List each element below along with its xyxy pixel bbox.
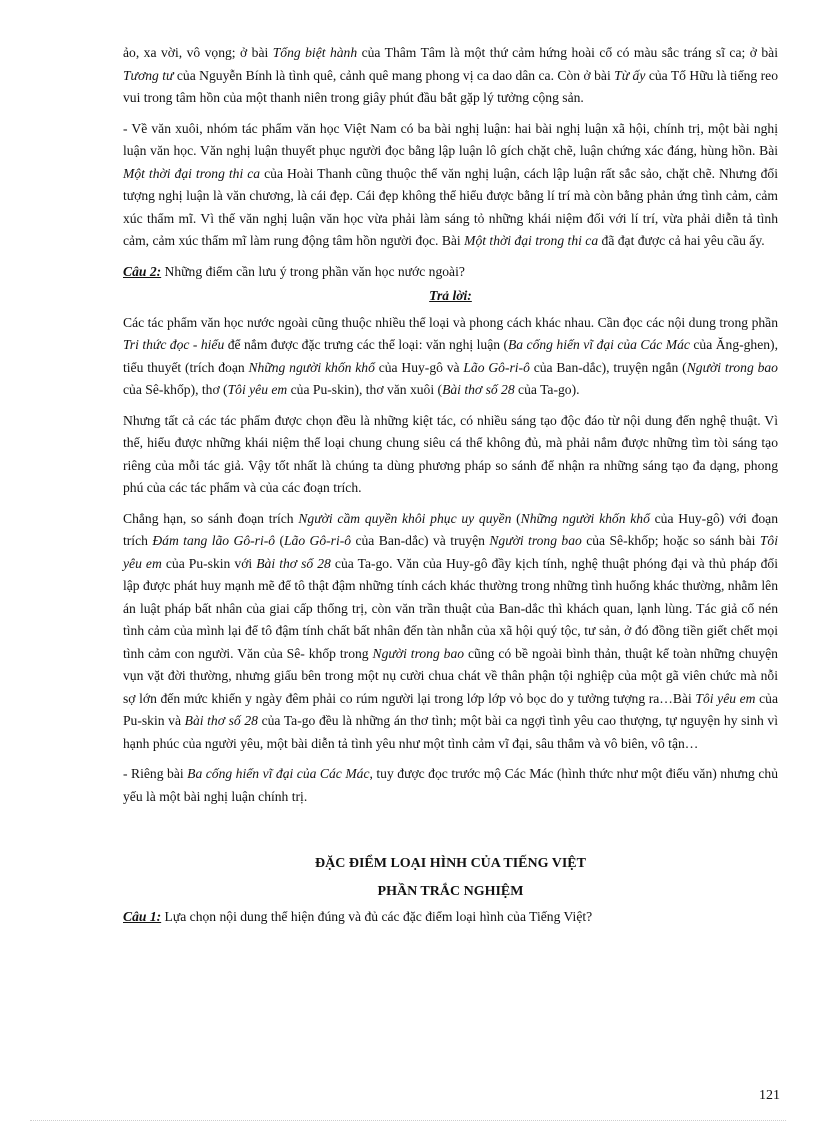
paragraph-foreign-genres xyxy=(123,312,778,402)
text-run: của Ta-go đều là những án thơ tình; một bài ca ngợi tình yêu cao thượng, tự nguyện hy sinh vì hạnh phúc của người yêu, một bài diễn tả tình yêu như một tình cảm vĩ đại, sâu thẳm và vô biên, vô tận… xyxy=(123,713,778,751)
question-text: Lựa chọn nội dung thể hiện đúng và đủ các đặc điểm loại hình của Tiếng Việt? xyxy=(161,909,593,924)
italic-title: Một thời đại trong thi ca xyxy=(123,165,261,181)
text-run: của Tố Hữu là tiếng reo vui trong tâm hồn của một thanh niên trong giây phút đầu bắt gặp lý tưởng cộng sản. xyxy=(123,67,778,105)
answer-heading: Trả lời: xyxy=(429,288,472,303)
text-run: - Riêng bài xyxy=(123,766,188,781)
section-title: ĐẶC ĐIỂM LOẠI HÌNH CỦA TIẾNG VIỆT xyxy=(315,856,586,871)
question-2 xyxy=(123,261,778,284)
italic-title: Ba cống hiến vĩ đại của Các Mác xyxy=(187,766,370,781)
question-label: Câu 1: xyxy=(123,909,162,924)
text-run: của Ta-go. Văn của Huy-gô đầy kịch tính, nghệ thuật phóng đại và thủ pháp đối lập được phát huy mạnh mẽ để tô thật đậm những tính cách khác thường trong những tình huống khác thường, nhằm lên án luật pháp bất nhân của giai cấp thống trị, còn văn trần thuật của Ban-dắc thì khách quan, lạnh lùng. Tác giả cố nén tình cảm của mình lại để tô đậm tính chất bất nhân đến tàn nhẫn của xã hội quý tộc, tư sản, ở đó đồng tiền giết chết mọi tình cảm con người. Văn của Sê- khốp trong xyxy=(123,555,779,661)
text-run: ( xyxy=(275,533,284,548)
text-run: Chẳng hạn, so sánh đoạn trích xyxy=(123,510,299,526)
text-run: của Ăng-ghen), tiểu thuyết (trích đoạn xyxy=(123,337,778,375)
italic-title: Tống biệt hành xyxy=(272,45,358,60)
italic-title: Người cầm quyền khôi phục uy quyền xyxy=(298,510,512,526)
paragraph-lyric-poetry xyxy=(123,42,778,110)
text-run: của Huy-gô và xyxy=(374,359,464,375)
text-run: của Nguyễn Bính là tình quê, cảnh quê mang phong vị ca dao dân ca. Còn ở bài xyxy=(173,67,615,83)
italic-title: Người trong bao xyxy=(372,645,465,661)
italic-title: Đám tang lão Gô-ri-ô xyxy=(152,533,276,548)
italic-title: Những người khốn khổ xyxy=(248,359,375,375)
italic-title: Tôi yêu em xyxy=(227,382,288,397)
paragraph-comparison xyxy=(123,508,778,756)
text-run: Những điểm cần lưu ý trong phần văn học nước ngoài? xyxy=(161,263,465,279)
italic-title: Những người khốn khổ xyxy=(520,510,650,526)
question-label: Câu 2: xyxy=(123,263,162,279)
question-1 xyxy=(123,906,778,929)
italic-title: Bài thơ số 28 xyxy=(442,382,515,397)
paragraph-marx xyxy=(123,763,778,808)
italic-title: Lão Gô-ri-ô xyxy=(463,359,530,375)
italic-title: Một thời đại trong thi ca xyxy=(464,233,599,248)
text-run: Các tác phẩm văn học nước ngoài cũng thuộc nhiều thể loại và phong cách khác nhau. Cần đọc các nội dung trong phần xyxy=(123,314,778,330)
text-run: của Sê-khốp; hoặc so sánh bài xyxy=(581,533,760,548)
text-run: , tuy được đọc trước mộ Các Mác (hình thức như một điếu văn) nhưng chủ yếu là một bài nghị luận chính trị. xyxy=(123,766,778,804)
text-run: ( xyxy=(511,510,521,526)
text-run: đã đạt được cả hai yêu cầu ấy. xyxy=(598,233,765,248)
page-body xyxy=(123,42,778,937)
italic-title: Bài thơ số 28 xyxy=(256,555,331,571)
text-run: - Về văn xuôi, nhóm tác phẩm văn học Việt Nam có ba bài nghị luận: hai bài nghị luận xã hội, chính trị, một bài nghị luận văn học. Văn nghị luận thuyết phục người đọc bằng lập luận lô gích chặt chẽ, luận chứng xác đáng, hùng hồn. Bài xyxy=(123,120,778,158)
text-run: của Sê-khốp), thơ ( xyxy=(123,382,228,397)
italic-title: Ba cống hiến vĩ đại của Các Mác xyxy=(508,337,690,352)
italic-title: Người trong bao xyxy=(489,533,582,548)
italic-title: Từ ấy xyxy=(614,67,646,83)
text-run: Nhưng tất cả các tác phẩm được chọn đều là những kiệt tác, có nhiều sáng tạo độc đáo từ nội dung đến nghệ thuật. Vì thế, hiểu được những khái niệm thể loại chung chung siêu cá thể không đủ, mà phải nắm được những tìm tòi sáng tạo riêng của mỗi tác giả. Vậy tốt nhất là chúng ta dùng phương pháp so sánh để nhận ra những sáng tạo đa dạng, phong phú của các tác phẩm và của các đoạn trích. xyxy=(123,412,778,495)
text-run: của Pu-skin), thơ văn xuôi ( xyxy=(287,382,443,397)
text-run: của Huy-gô) với đoạn trích xyxy=(123,510,778,548)
paragraph-prose-nonfiction xyxy=(123,118,778,253)
text-run: của Ban-dắc), truyện ngắn ( xyxy=(529,359,687,375)
text-run: của Thâm Tâm là một thứ cảm hứng hoài cổ có màu sắc tráng sĩ ca; ở bài xyxy=(357,45,778,60)
paragraph-masterpieces xyxy=(123,410,778,500)
text-run: của Pu-skin và xyxy=(123,690,779,728)
italic-title: Tôi yêu em xyxy=(695,690,756,706)
text-run: của Ta-go). xyxy=(514,382,580,397)
text-run: của Hoài Thanh cũng thuộc thể văn nghị luận, cách lập luận rất sắc sảo, chặt chẽ. Nhưng đối tượng nghị luận là văn chương, là cái đẹp. Cái đẹp không thể hiểu được bằng lí trí mà còn bằng phản ứng tình cảm, cảm xúc thẩm mĩ. Vì thế văn nghị luận văn học vừa phải làm sáng tỏ những khái niệm đối với lí trí, vừa phải diễn tả tình cảm, cảm xúc thẩm mĩ làm rung động tâm hồn người đọc. Bài xyxy=(123,165,778,248)
section-subtitle: PHẦN TRẮC NGHIỆM xyxy=(377,884,524,899)
italic-title: Bài thơ số 28 xyxy=(184,713,258,728)
italic-title: Lão Gô-ri-ô xyxy=(283,533,352,548)
text-run: cũng có bề ngoài bình thản, thuật kể toàn những chuyện vụn vặt đời thường, nhưng giấu bên trong một nụ cười chua chát về thân phận tội nghiệp của một gã viên chức mà nỗi sợ lớn đến mức khiến y ngày đêm phải co rúm người lại trong lớp lớp vỏ bọc do y tưởng tượng ra…Bài xyxy=(123,645,778,706)
italic-title: Tri thức đọc - hiểu xyxy=(123,337,225,352)
text-run: của Ban-dắc) và truyện xyxy=(351,533,490,548)
italic-title: Người trong bao xyxy=(686,359,778,375)
page-number: 121 xyxy=(759,1088,780,1103)
italic-title: Tương tư xyxy=(123,67,174,83)
text-run: để nắm được đặc trưng các thể loại: văn nghị luận ( xyxy=(224,337,508,352)
italic-title: Tôi yêu em xyxy=(123,533,779,571)
text-run: ảo, xa vời, vô vọng; ở bài xyxy=(123,45,273,60)
footer-divider xyxy=(30,1120,786,1121)
text-run: của Pu-skin với xyxy=(161,555,257,571)
